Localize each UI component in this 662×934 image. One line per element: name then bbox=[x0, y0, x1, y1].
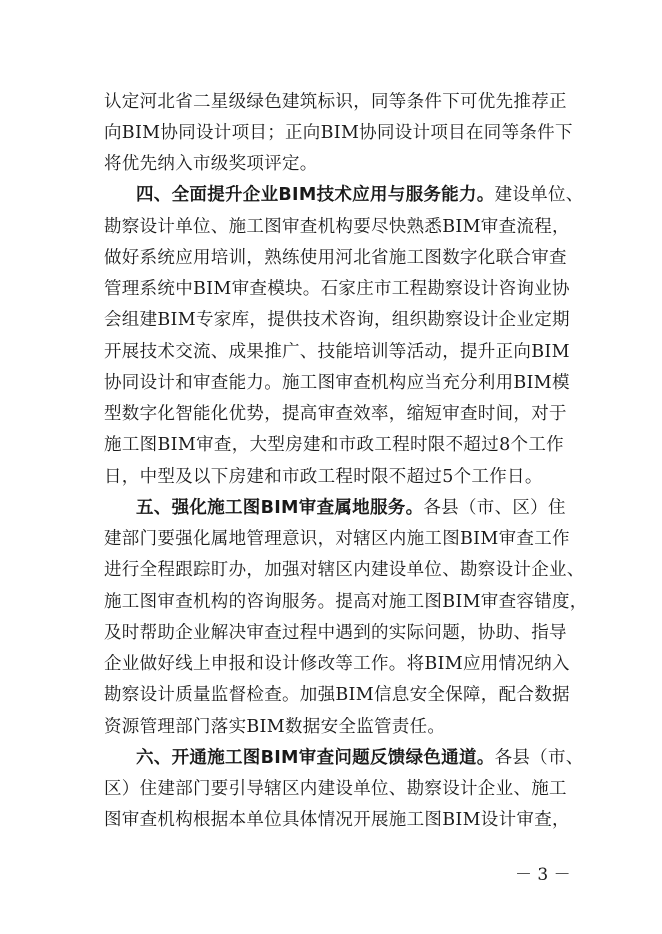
body-line: 及时帮助企业解决审查过程中遇到的实际问题，协助、指导 bbox=[104, 623, 567, 643]
body-line: 开展技术交流、成果推广、技能培训等活动，提升正向BIM bbox=[104, 342, 570, 362]
body-line: 施工图BIM审查，大型房建和市政工程时限不超过8个工作 bbox=[104, 435, 564, 455]
section-four-first-line bbox=[136, 183, 584, 207]
body-line: 日，中型及以下房建和市政工程时限不超过5个工作日。 bbox=[104, 467, 543, 487]
section-six-first-line bbox=[136, 746, 584, 770]
section-six-heading: 六、开通施工图BIM审查问题反馈绿色通道。 bbox=[136, 748, 495, 768]
body-line: 认定河北省二星级绿色建筑标识，同等条件下可优先推荐正 bbox=[104, 92, 567, 112]
body-line: 图审查机构根据本单位具体情况开展施工图BIM设计审查， bbox=[104, 810, 570, 830]
body-line: 建部门要强化属地管理意识，对辖区内施工图BIM审查工作 bbox=[104, 529, 570, 549]
body-line: 企业做好线上申报和设计修改等工作。将BIM应用情况纳入 bbox=[104, 654, 570, 674]
section-four-heading: 四、全面提升企业BIM技术应用与服务能力。 bbox=[136, 185, 495, 205]
body-line: 施工图审查机构的咨询服务。提高对施工图BIM审查容错度， bbox=[104, 592, 588, 612]
body-line: 向BIM协同设计项目；正向BIM协同设计项目在同等条件下 bbox=[104, 123, 573, 143]
page-number: － 3 － bbox=[515, 865, 571, 885]
body-line: 将优先纳入市级奖项评定。 bbox=[104, 154, 318, 174]
body-line: 做好系统应用培训，熟练使用河北省施工图数字化联合审查 bbox=[104, 248, 567, 268]
section-five-heading: 五、强化施工图BIM审查属地服务。 bbox=[136, 498, 424, 518]
body-line: 勘察设计单位、施工图审查机构要尽快熟悉BIM审查流程， bbox=[104, 217, 570, 237]
body-line: 型数字化智能化优势，提高审查效率，缩短审查时间，对于 bbox=[104, 404, 567, 424]
body-line: 勘察设计质量监督检查。加强BIM信息安全保障，配合数据 bbox=[104, 685, 570, 705]
body-line: 区）住建部门要引导辖区内建设单位、勘察设计企业、施工 bbox=[104, 779, 567, 799]
body-line: 管理系统中BIM审查模块。石家庄市工程勘察设计咨询业协 bbox=[104, 279, 570, 299]
section-five-first-line bbox=[136, 496, 564, 520]
body-text: 各县（市、区）住 bbox=[423, 498, 566, 518]
body-line: 会组建BIM专家库，提供技术咨询，组织勘察设计企业定期 bbox=[104, 310, 570, 330]
body-line: 协同设计和审查能力。施工图审查机构应当充分利用BIM模 bbox=[104, 373, 570, 393]
body-text: 各县（市、 bbox=[494, 748, 584, 768]
body-text: 建设单位、 bbox=[494, 185, 584, 205]
body-line: 进行全程跟踪盯办，加强对辖区内建设单位、勘察设计企业、 bbox=[104, 560, 585, 580]
body-line: 资源管理部门落实BIM数据安全监管责任。 bbox=[104, 717, 446, 737]
